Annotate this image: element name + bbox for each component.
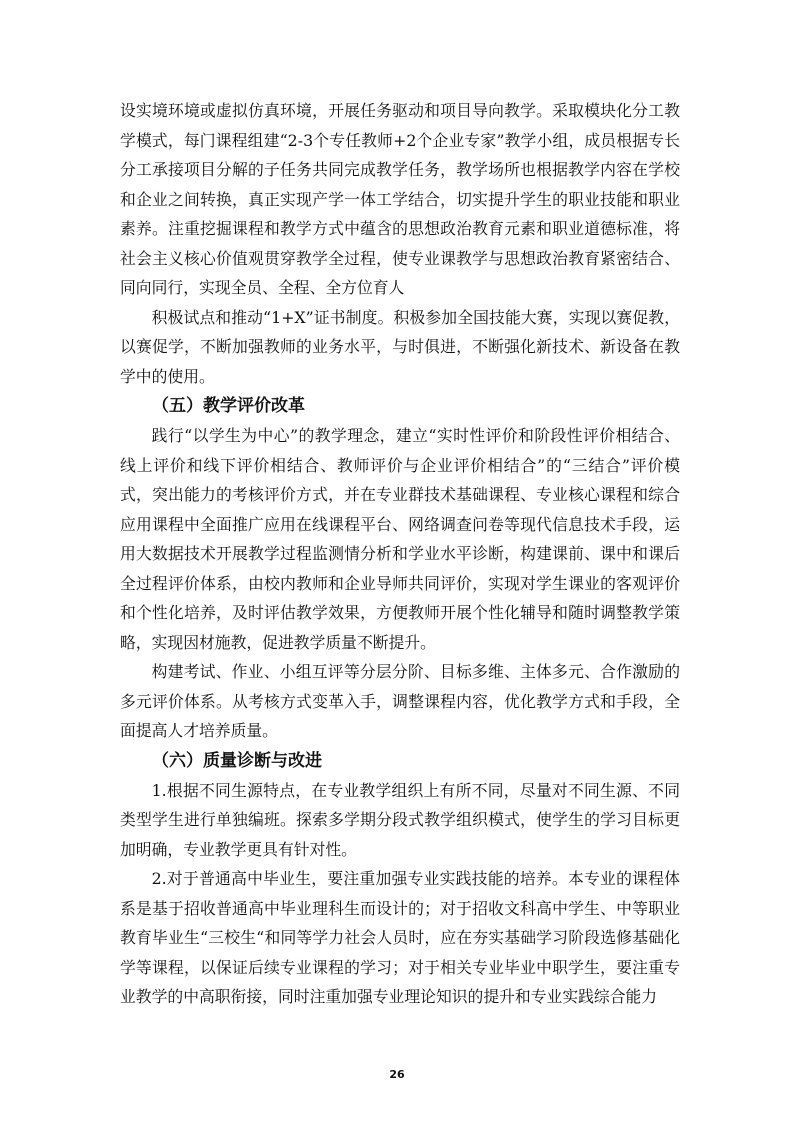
section-heading-evaluation-reform: （五）教学评价改革 — [152, 396, 305, 416]
paragraph-evaluation-concept: 践行“以学生为中心”的教学理念，建立“实时性评价和阶段性评价相结合、线上评价和线下评价相结合、教师评价与企业评价相结合”的“三结合”评价模式，突出能力的考核评价方式，并在专业群技术基础课程、专业核心课程和综合应用课程中全面推广应用在线课程平台、网络调查问卷等现代信息技术手段，运用大数据技术开展教学过程监测情分析和学业水平诊断，构建课前、课中和课后全过程评价体系，由校内教师和企业导师共同评价，实现对学生课业的客观评价和个性化培养，及时评估教学效果，方便教师开展个性化辅导和随时调整教学策略，实现因材施教，促进教学质量不断提升。 — [120, 426, 680, 652]
paragraph-teaching-mode: 设实境环境或虚拟仿真环境，开展任务驱动和项目导向教学。采取模块化分工教学模式，每门课程组建“2-3个专任教师+2个企业专家”教学小组，成员根据专长分工承接项目分解的子任务共同完成教学任务，教学场所也根据教学内容在学校和企业之间转换，真正实现产学一体工学结合，切实提升学生的职业技能和职业素养。注重挖掘课程和教学方式中蕴含的思想政治教育元素和职业道德标准，将社会主义核心价值观贯穿教学全过程，使专业课教学与思想政治教育紧密结合、同向同行，实现全员、全程、全方位育人 — [120, 101, 680, 297]
page-number: 26 — [389, 1068, 405, 1081]
section-heading-quality-diagnosis: （六）质量诊断与改进 — [152, 750, 322, 771]
paragraph-item-1: 1.根据不同生源特点，在专业教学组织上有所不同，尽量对不同生源、不同类型学生进行单独编班。探索多学期分段式教学组织模式，使学生的学习目标更加明确，专业教学更具有针对性。 — [120, 780, 680, 859]
paragraph-item-2: 2.对于普通高中毕业生，要注重加强专业实践技能的培养。本专业的课程体系是基于招收普通高中毕业理科生而设计的；对于招收文科高中学生、中等职业教育毕业生“三校生“和同等学力社会人员时，应在夯实基础学习阶段选修基础化学等课程，以保证后续专业课程的学习；对于相关专业毕业中职学生，要注重专业教学的中高职衔接，同时注重加强专业理论知识的提升和专业实践综合能力 — [120, 869, 680, 1006]
paragraph-evaluation-system: 构建考试、作业、小组互评等分层分阶、目标多维、主体多元、合作激励的多元评价体系。从考核方式变革入手，调整课程内容，优化教学方式和手段，全面提高人才培养质量。 — [120, 662, 680, 740]
paragraph-certificate-system: 积极试点和推动“1+X”证书制度。积极参加全国技能大赛，实现以赛促教，以赛促学，不断加强教师的业务水平，与时俱进，不断强化新技术、新设备在教学中的使用。 — [120, 307, 680, 386]
page-body — [120, 96, 680, 1012]
